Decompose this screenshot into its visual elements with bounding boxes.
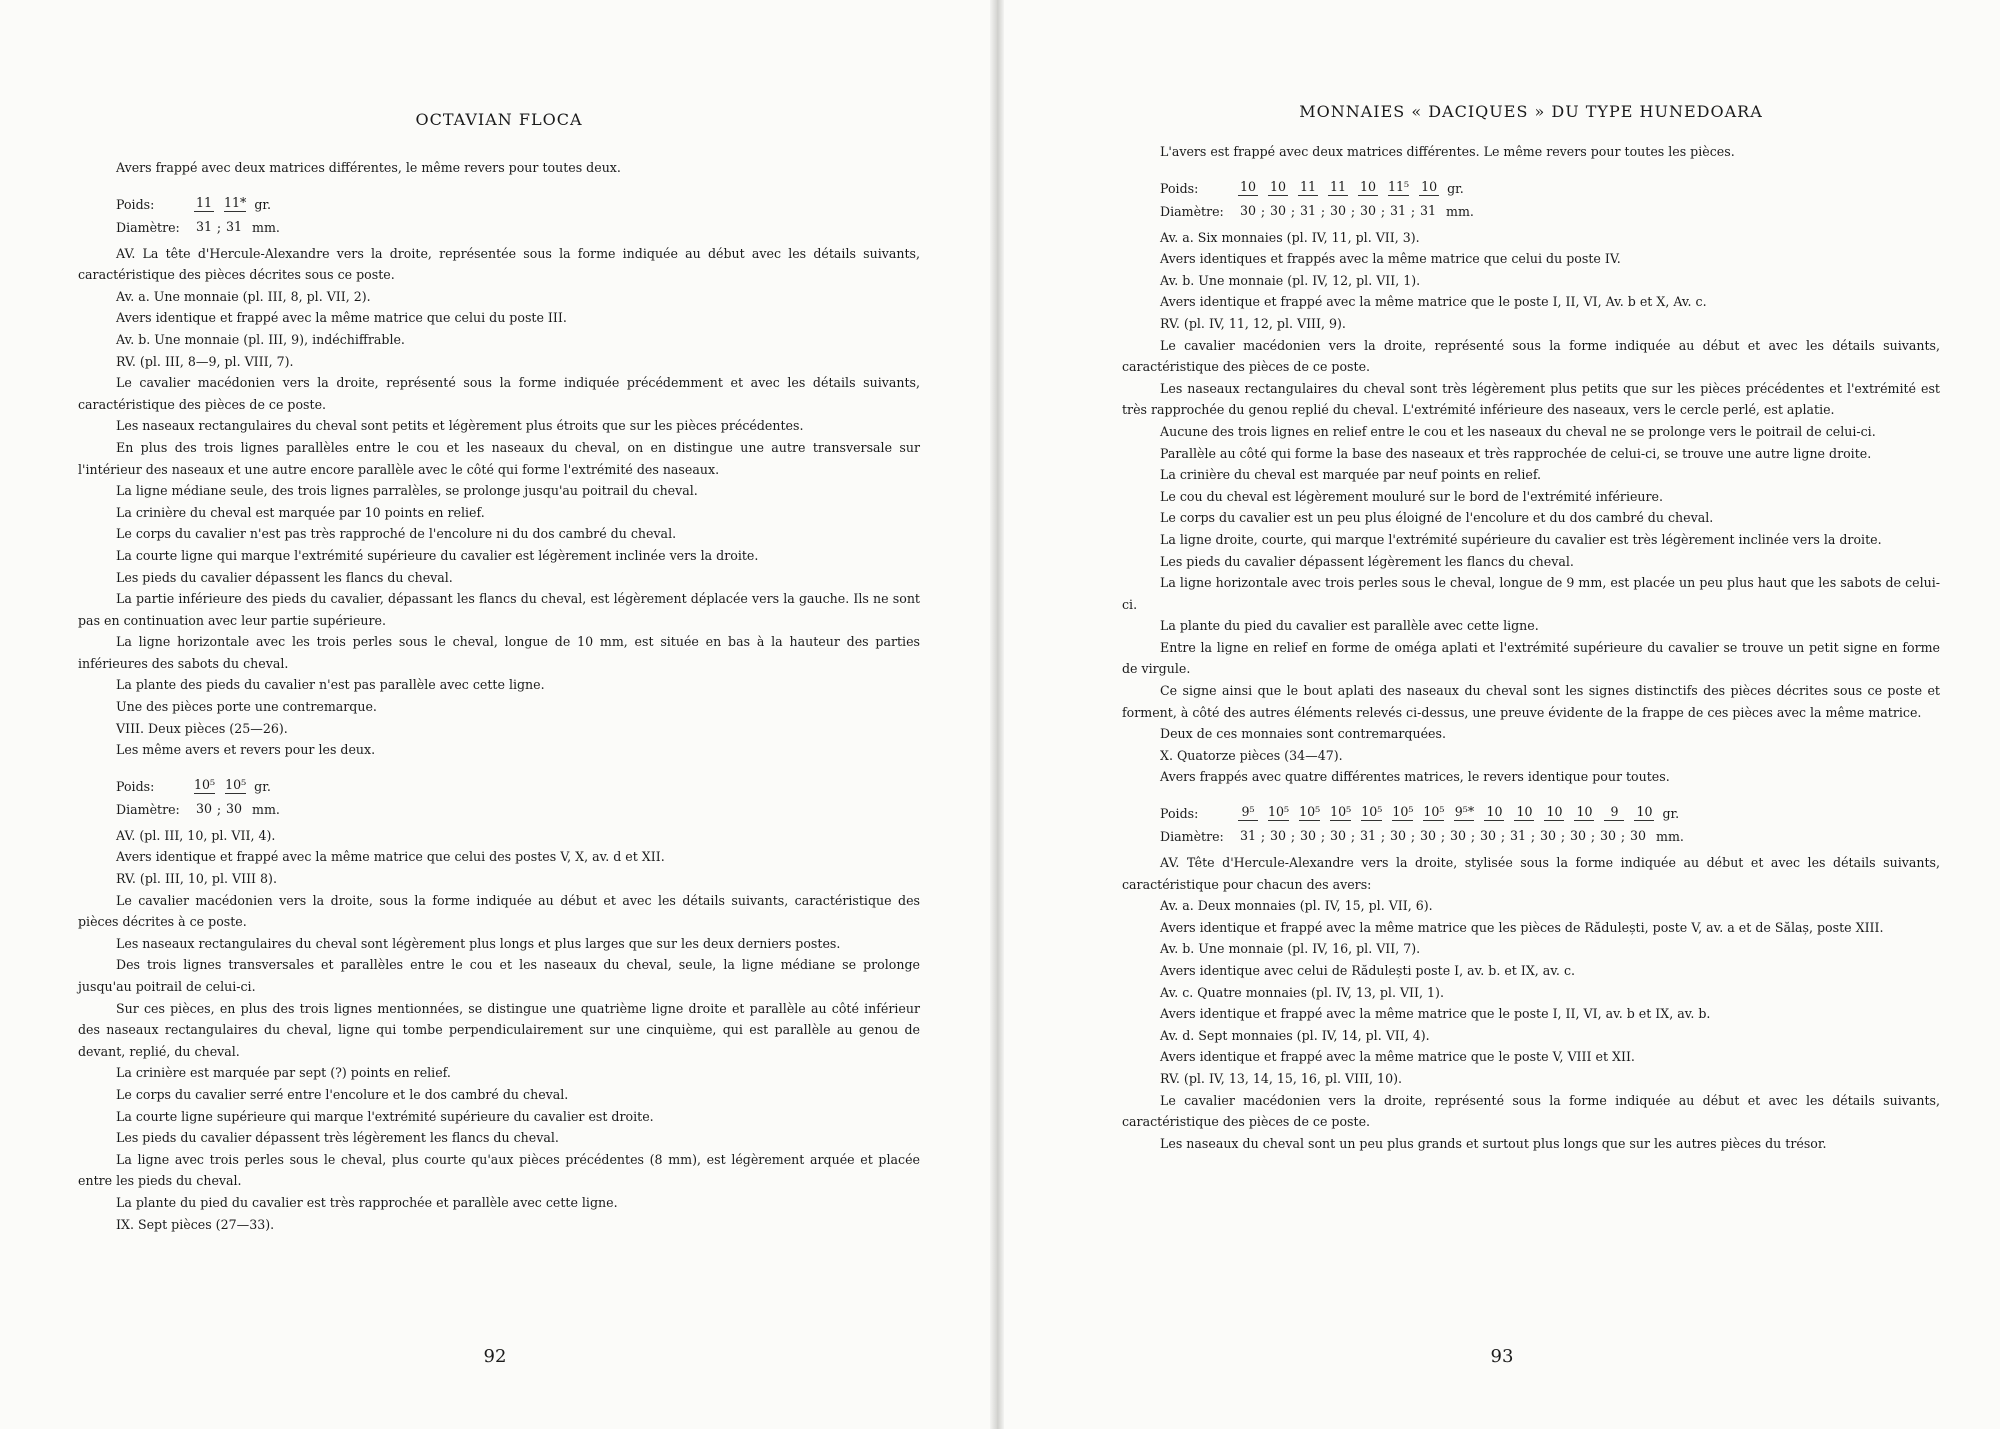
paragraph: Avers identiques et frappés avec la même matrice que celui du poste IV. [1160,251,1621,267]
paragraph: La plante des pieds du cavalier n'est pas parallèle avec cette ligne. [116,677,545,693]
paragraph: Avers identique et frappé avec la même matrice que le poste V, VIII et XII. [1160,1049,1635,1065]
measurements [116,771,920,817]
measurements [116,189,920,235]
diameter-value: 31 [1359,828,1377,844]
weight-value: 10⁵ [225,776,247,792]
weight-value: 10 [1269,178,1287,194]
text-block [1122,852,1940,1154]
paragraph: Av. b. Une monnaie (pl. IV, 12, pl. VII, 1). [1160,272,1421,288]
diameter-value: 31 [195,218,213,234]
weight-value: 10⁵ [194,776,216,792]
diameter-value: 30 [1239,202,1257,218]
separator: ; [1260,203,1266,219]
paragraph: Avers identique et frappé avec la même matrice que le poste I, II, VI, Av. b et X, Av. c. [1160,294,1707,310]
paragraph: La plante du pied du cavalier est très rapprochée et parallèle avec cette ligne. [116,1194,618,1210]
paragraph: Les naseaux rectangulaires du cheval sont petits et légèrement plus étroits que sur les pièces précédentes. [116,418,804,434]
page-body [1122,141,1940,1154]
paragraph: Les naseaux du cheval sont un peu plus grands et surtout plus longs que sur les autres pièces du trésor. [1160,1135,1827,1151]
diameter-unit: mm. [1656,829,1684,845]
paragraph: RV. (pl. III, 10, pl. VIII 8). [116,871,277,887]
diameter-unit: mm. [252,219,280,235]
paragraph: RV. (pl. IV, 13, 14, 15, 16, pl. VIII, 10). [1160,1070,1403,1086]
paragraph: Le cavalier macédonien vers la droite, représenté sous la forme indiquée au début et avec les détails suivants, caractéristique des pièces de ce poste. [1122,337,1940,375]
separator: ; [1440,829,1446,845]
diameter-unit: mm. [252,801,280,817]
weight-value: 10 [1636,804,1653,820]
weight-value: 10 [1359,178,1377,194]
paragraph: Le corps du cavalier est un peu plus éloigné de l'encolure et du dos cambré du cheval. [1160,510,1714,526]
separator: ; [1530,829,1536,845]
paragraph: Les pieds du cavalier dépassent très légèrement les flancs du cheval. [116,1130,559,1146]
weight-value: 10⁵ [1299,804,1321,820]
diameter-value: 30 [1599,828,1617,844]
separator: ; [1350,203,1356,219]
paragraph: La plante du pied du cavalier est parallèle avec cette ligne. [1160,618,1539,634]
page-number: 92 [483,1346,507,1367]
measurements [1160,173,1940,219]
weight-row [1160,798,1940,821]
paragraph: RV. (pl. III, 8—9, pl. VIII, 7). [116,353,294,369]
paragraph: Avers frappé avec deux matrices différentes, le même revers pour toutes deux. [116,160,621,175]
paragraph: Avers frappés avec quatre différentes matrices, le revers identique pour toutes. [1160,769,1670,785]
diameter-row [116,212,920,235]
paragraph: Avers identique et frappé avec la même matrice que les pièces de Rădulești, poste V, av. a et de Sălaș, poste XIII. [1160,919,1884,935]
paragraph: Avers identique et frappé avec la même matrice que celui du poste III. [116,310,567,326]
diameter-value: 30 [1629,828,1647,844]
paragraph: Av. b. Une monnaie (pl. III, 9), indéchiffrable. [116,331,405,347]
text-block [78,243,920,761]
paragraph: Avers identique et frappé avec la même matrice que celui des postes V, X, av. d et XII. [116,849,665,865]
weight-label: Poids: [1160,806,1199,822]
weight-value: 10⁵ [1392,804,1414,820]
diameter-value: 30 [1389,828,1407,844]
paragraph: AV. La tête d'Hercule-Alexandre vers la droite, représentée sous la forme indiquée au début avec les détails suivants, caractéristique des pièces décrites sous ce poste. [78,245,920,283]
weight-unit: gr. [1447,180,1464,196]
paragraph: La crinière est marquée par sept (?) points en relief. [116,1065,451,1081]
paragraph: AV. (pl. III, 10, pl. VII, 4). [116,827,276,843]
weight-value: 10 [1516,804,1533,820]
paragraph: Le cou du cheval est légèrement mouluré sur le bord de l'extrémité inférieure. [1160,488,1664,504]
weight-value: 9⁵* [1454,804,1475,820]
text-block [78,825,920,1235]
paragraph: Parallèle au côté qui forme la base des naseaux et très rapprochée de celui-ci, se trouve une autre ligne droite. [1160,445,1872,461]
weight-value: 10 [1486,804,1503,820]
separator: ; [1290,829,1296,845]
separator: ; [1380,829,1386,845]
paragraph: AV. Tête d'Hercule-Alexandre vers la droite, stylisée sous la forme indiquée au début et avec les détails suivants, caractéristique pour chacun des avers: [1122,855,1940,892]
weight-value: 10⁵ [1330,804,1352,820]
weight-value: 11 [195,194,213,210]
diameter-value: 30 [1479,828,1497,844]
text-block [78,157,920,179]
diameter-label: Diamètre: [116,801,180,817]
diameter-value: 30 [1359,202,1377,218]
weight-value: 9⁵ [1238,803,1258,821]
weight-value: 10 [1546,804,1563,820]
running-header: MONNAIES « DACIQUES » DU TYPE HUNEDOARA [1299,102,1763,121]
weight-value: 11* [224,194,247,210]
separator: ; [1590,829,1596,845]
left-page [0,0,990,1429]
paragraph: L'avers est frappé avec deux matrices différentes. Le même revers pour toutes les pièces. [1160,144,1735,159]
paragraph: La ligne médiane seule, des trois lignes parralèles, se prolonge jusqu'au poitrail du cheval. [116,483,698,499]
weight-value: 10 [1239,178,1257,194]
weight-value: 10⁵ [1423,804,1445,820]
diameter-value: 31 [1509,828,1527,844]
book-gutter [990,0,1004,1429]
separator: ; [1290,203,1296,219]
separator: ; [1410,829,1416,845]
diameter-value: 30 [225,800,243,816]
separator: ; [1470,829,1476,845]
weight-value: 10⁵ [1268,804,1290,820]
paragraph: Sur ces pièces, en plus des trois lignes mentionnées, se distingue une quatrième ligne droite et parallèle au côté inférieur des naseaux rectangulaires du cheval, ligne qui tombe perpendiculairement sur une cinquième, qui est parallèle au genou de devant, replié, du cheval. [78,1000,920,1059]
paragraph: Le corps du cavalier serré entre l'encolure et le dos cambré du cheval. [116,1086,569,1102]
diameter-row [1160,821,1940,844]
paragraph: La crinière du cheval est marquée par neuf points en relief. [1160,467,1542,483]
weight-unit: gr. [1662,806,1680,822]
measurements [1160,798,1940,844]
paragraph: La courte ligne qui marque l'extrémité supérieure du cavalier est légèrement inclinée vers la droite. [116,547,759,563]
paragraph: Les pieds du cavalier dépassent légèrement les flancs du cheval. [1160,553,1574,569]
weight-row [116,189,920,212]
separator: ; [1260,829,1266,845]
diameter-row [116,794,920,817]
diameter-value: 31 [1239,828,1257,844]
weight-value: 11 [1329,178,1347,194]
separator: ; [1320,829,1326,845]
separator: ; [216,801,222,817]
separator: ; [1620,829,1626,845]
diameter-value: 30 [1269,202,1287,218]
weight-value: 10 [1576,804,1593,820]
paragraph: La ligne droite, courte, qui marque l'extrémité supérieure du cavalier est très légèrement inclinée vers la droite. [1160,531,1882,547]
paragraph: Av. c. Quatre monnaies (pl. IV, 13, pl. VII, 1). [1160,984,1444,1000]
diameter-value: 30 [1299,828,1317,844]
paragraph: La partie inférieure des pieds du cavalier, dépassant les flancs du cheval, est légèrement déplacée vers la gauche. Ils ne sont pas en continuation avec leur partie supérieure. [78,591,920,628]
diameter-value: 30 [1419,828,1437,844]
diameter-value: 31 [1389,202,1407,218]
weight-label: Poids: [116,196,155,212]
weight-value: 11 [1299,178,1317,194]
paragraph: Av. d. Sept monnaies (pl. IV, 14, pl. VII, 4). [1160,1027,1430,1043]
paragraph: IX. Sept pièces (27—33). [116,1216,275,1232]
weight-row [1160,173,1940,196]
paragraph: RV. (pl. IV, 11, 12, pl. VIII, 9). [1160,315,1346,331]
weight-value: 11⁵ [1388,178,1410,194]
diameter-value: 31 [1299,202,1317,218]
paragraph: Deux de ces monnaies sont contremarquées. [1160,726,1446,742]
paragraph: Av. a. Une monnaie (pl. III, 8, pl. VII, 2). [116,288,371,304]
paragraph: Les pieds du cavalier dépassent les flancs du cheval. [116,569,453,585]
weight-label: Poids: [1160,180,1199,196]
paragraph: Ce signe ainsi que le bout aplati des naseaux du cheval sont les signes distinctifs des pièces décrites sous ce poste et forment, à côté des autres éléments relevés ci-dessus, une preuve évidente de la frappe de ces pièces avec la même matrice. [1122,683,1940,720]
paragraph: Av. a. Deux monnaies (pl. IV, 15, pl. VII, 6). [1160,898,1433,914]
weight-label: Poids: [116,778,155,794]
paragraph: X. Quatorze pièces (34—47). [1160,747,1343,763]
separator: ; [1350,829,1356,845]
diameter-unit: mm. [1446,203,1474,219]
paragraph: Le cavalier macédonien vers la droite, représenté sous la forme indiquée précédemment et avec les détails suivants, caractéristique des pièces de ce poste. [78,375,920,412]
diameter-label: Diamètre: [116,219,180,235]
page-body [78,157,920,1235]
running-header: OCTAVIAN FLOCA [415,110,583,129]
paragraph: Le cavalier macédonien vers la droite, représenté sous la forme indiquée au début et avec les détails suivants, caractéristique des pièces de ce poste. [1122,1092,1940,1130]
paragraph: La courte ligne supérieure qui marque l'extrémité supérieure du cavalier est droite. [116,1108,654,1124]
weight-value: 10⁵ [1361,804,1383,820]
diameter-value: 30 [1269,828,1287,844]
diameter-label: Diamètre: [1160,203,1224,219]
text-block [1122,141,1940,163]
paragraph: Une des pièces porte une contremarque. [116,699,377,715]
diameter-value: 30 [1329,202,1347,218]
paragraph: La ligne avec trois perles sous le cheval, plus courte qu'aux pièces précédentes (8 mm), est légèrement arquée et placée entre les pieds du cheval. [78,1151,920,1189]
paragraph: Les même avers et revers pour les deux. [116,742,376,758]
weight-unit: gr. [254,778,271,794]
paragraph: La ligne horizontale avec les trois perles sous le cheval, longue de 10 mm, est située en bas à la hauteur des parties inférieures des sabots du cheval. [78,634,920,671]
diameter-value: 30 [195,800,213,816]
text-block [1122,227,1940,788]
weight-value: 9 [1604,803,1624,821]
weight-value: 10 [1421,178,1438,194]
paragraph: Avers identique et frappé avec la même matrice que le poste I, II, VI, av. b et IX, av. b. [1160,1006,1711,1022]
paragraph: Le corps du cavalier n'est pas très rapproché de l'encolure ni du dos cambré du cheval. [116,526,677,542]
paragraph: Entre la ligne en relief en forme de oméga aplati et l'extrémité supérieure du cavalier se trouve un petit signe en forme de virgule. [1122,639,1940,677]
diameter-value: 30 [1449,828,1467,844]
paragraph: Av. a. Six monnaies (pl. IV, 11, pl. VII, 3). [1160,229,1420,245]
separator: ; [1320,203,1326,219]
paragraph: Aucune des trois lignes en relief entre le cou et les naseaux du cheval ne se prolonge vers le poitrail de celui-ci. [1160,423,1876,439]
diameter-label: Diamètre: [1160,829,1224,845]
paragraph: Les naseaux rectangulaires du cheval sont très légèrement plus petits que sur les pièces précédentes et l'extrémité est très rapprochée du genou replié du cheval. L'extrémité inférieure des naseaux, vers le cercle perlé, est aplatie. [1122,380,1940,418]
paragraph: Avers identique avec celui de Rădulești poste I, av. b. et IX, av. c. [1160,963,1575,978]
paragraph: Des trois lignes transversales et parallèles entre le cou et les naseaux du cheval, seule, la ligne médiane se prolonge jusqu'au poitrail de celui-ci. [78,957,920,994]
separator: ; [1380,203,1386,219]
separator: ; [216,219,222,235]
diameter-value: 30 [1569,828,1587,844]
diameter-value: 30 [1539,828,1557,844]
diameter-value: 31 [1419,202,1437,218]
diameter-value: 31 [225,218,243,234]
paragraph: La crinière du cheval est marquée par 10 points en relief. [116,504,485,520]
page-number: 93 [1490,1346,1514,1367]
paragraph: Le cavalier macédonien vers la droite, sous la forme indiquée au début et avec les détails suivants, caractéristique des pièces décrites à ce poste. [78,892,920,930]
right-page [1004,0,2000,1429]
weight-row [116,771,920,794]
separator: ; [1410,203,1416,219]
separator: ; [1500,829,1506,845]
diameter-value: 30 [1329,828,1347,844]
paragraph: La ligne horizontale avec trois perles sous le cheval, longue de 9 mm, est placée un peu plus haut que les sabots de celui-ci. [1122,575,1940,612]
paragraph: VIII. Deux pièces (25—26). [116,720,288,736]
diameter-row [1160,196,1940,219]
paragraph: Les naseaux rectangulaires du cheval sont légèrement plus longs et plus larges que sur les deux derniers postes. [116,935,841,951]
separator: ; [1560,829,1566,845]
weight-unit: gr. [254,196,272,212]
paragraph: Av. b. Une monnaie (pl. IV, 16, pl. VII, 7). [1160,941,1421,957]
paragraph: En plus des trois lignes parallèles entre le cou et les naseaux du cheval, on en distingue une autre transversale sur l'intérieur des naseaux et une autre encore parallèle avec le côté qui forme l'extrémité des naseaux. [78,439,920,477]
